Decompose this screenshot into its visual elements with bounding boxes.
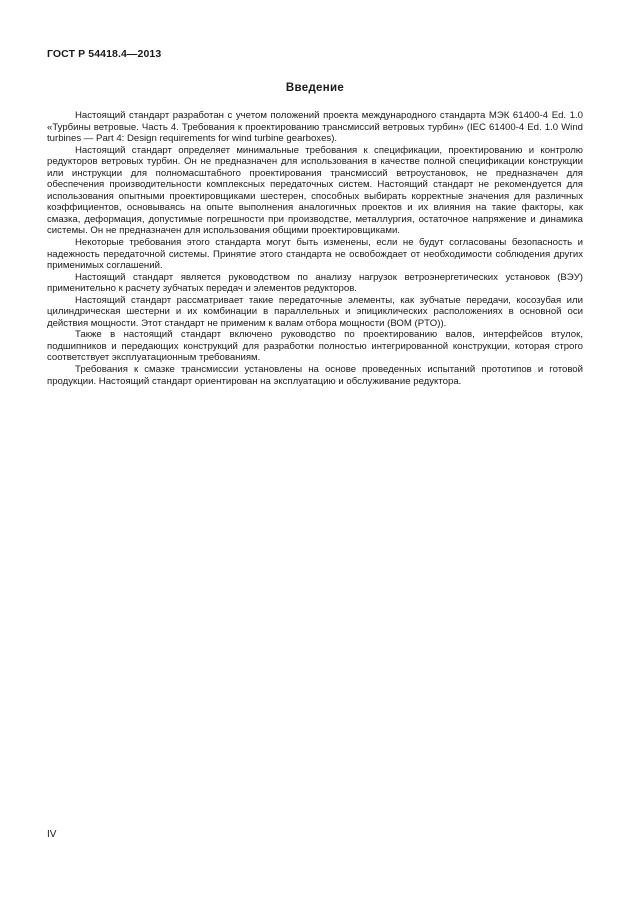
- paragraph: Также в настоящий стандарт включено руководство по проектированию валов, интерфейсов втулок, подшипников и передающих конструкций для разработки полностью интегрированной конструкции, которая строго соответствует эксплуатационным требованиям.: [47, 329, 583, 364]
- page-number: IV: [47, 829, 57, 840]
- paragraph: Настоящий стандарт рассматривает такие передаточные элементы, как зубчатые передачи, косозубая или цилиндрическая шестерни и их комбинации в параллельных и эпициклических расположениях в основной оси действия мощности. Этот стандарт не применим к валам отбора мощности (ВОМ (PTO)).: [47, 294, 583, 329]
- introduction-body: [47, 110, 583, 387]
- paragraph: Некоторые требования этого стандарта могут быть изменены, если не будут согласованы безопасность и надежность передаточной системы. Принятие этого стандарта не освобождает от необходимости соблюдения других применимых соглашений.: [47, 237, 583, 272]
- paragraph: Требования к смазке трансмиссии установлены на основе проведенных испытаний прототипов и готовой продукции. Настоящий стандарт ориентирован на эксплуатацию и обслуживание редуктора.: [47, 364, 583, 387]
- standard-code-header: ГОСТ Р 54418.4—2013: [47, 48, 162, 60]
- paragraph: Настоящий стандарт разработан с учетом положений проекта международного стандарта МЭК 61400-4 Ed. 1.0 «Турбины ветровые. Часть 4. Требования к проектированию трансмиссий ветровых турбин» (IEC 61400-4 Ed. 1.0 Wind turbines — Part 4: Design requirements for wind turbine gearboxes).: [47, 110, 583, 145]
- section-title: Введение: [285, 82, 345, 94]
- paragraph: Настоящий стандарт является руководством по анализу нагрузок ветроэнергетических установок (ВЭУ) применительно к расчету зубчатых передач и элементов редукторов.: [47, 271, 583, 295]
- paragraph: Настоящий стандарт определяет минимальные требования к спецификации, проектированию и контролю редукторов ветровых турбин. Он не предназначен для использования в качестве полной спецификации конструкции или инструкции для полномасштабного проектирования трансмиссий ветроустановок, не предназначен для обеспечения производительности комплексных передаточных систем. Настоящий стандарт не рекомендуется для использования опытными проектировщиками шестерен, способных выбирать корректные значения для различных коэффициентов, основываясь на опыте выполнения аналогичных проектов и их влияния на такие факторы, как смазка, деформация, допустимые погрешности при производстве, металлургия, остаточное напряжение и динамика системы. Он не предназначен для использования общими проектировщиками.: [47, 144, 583, 237]
